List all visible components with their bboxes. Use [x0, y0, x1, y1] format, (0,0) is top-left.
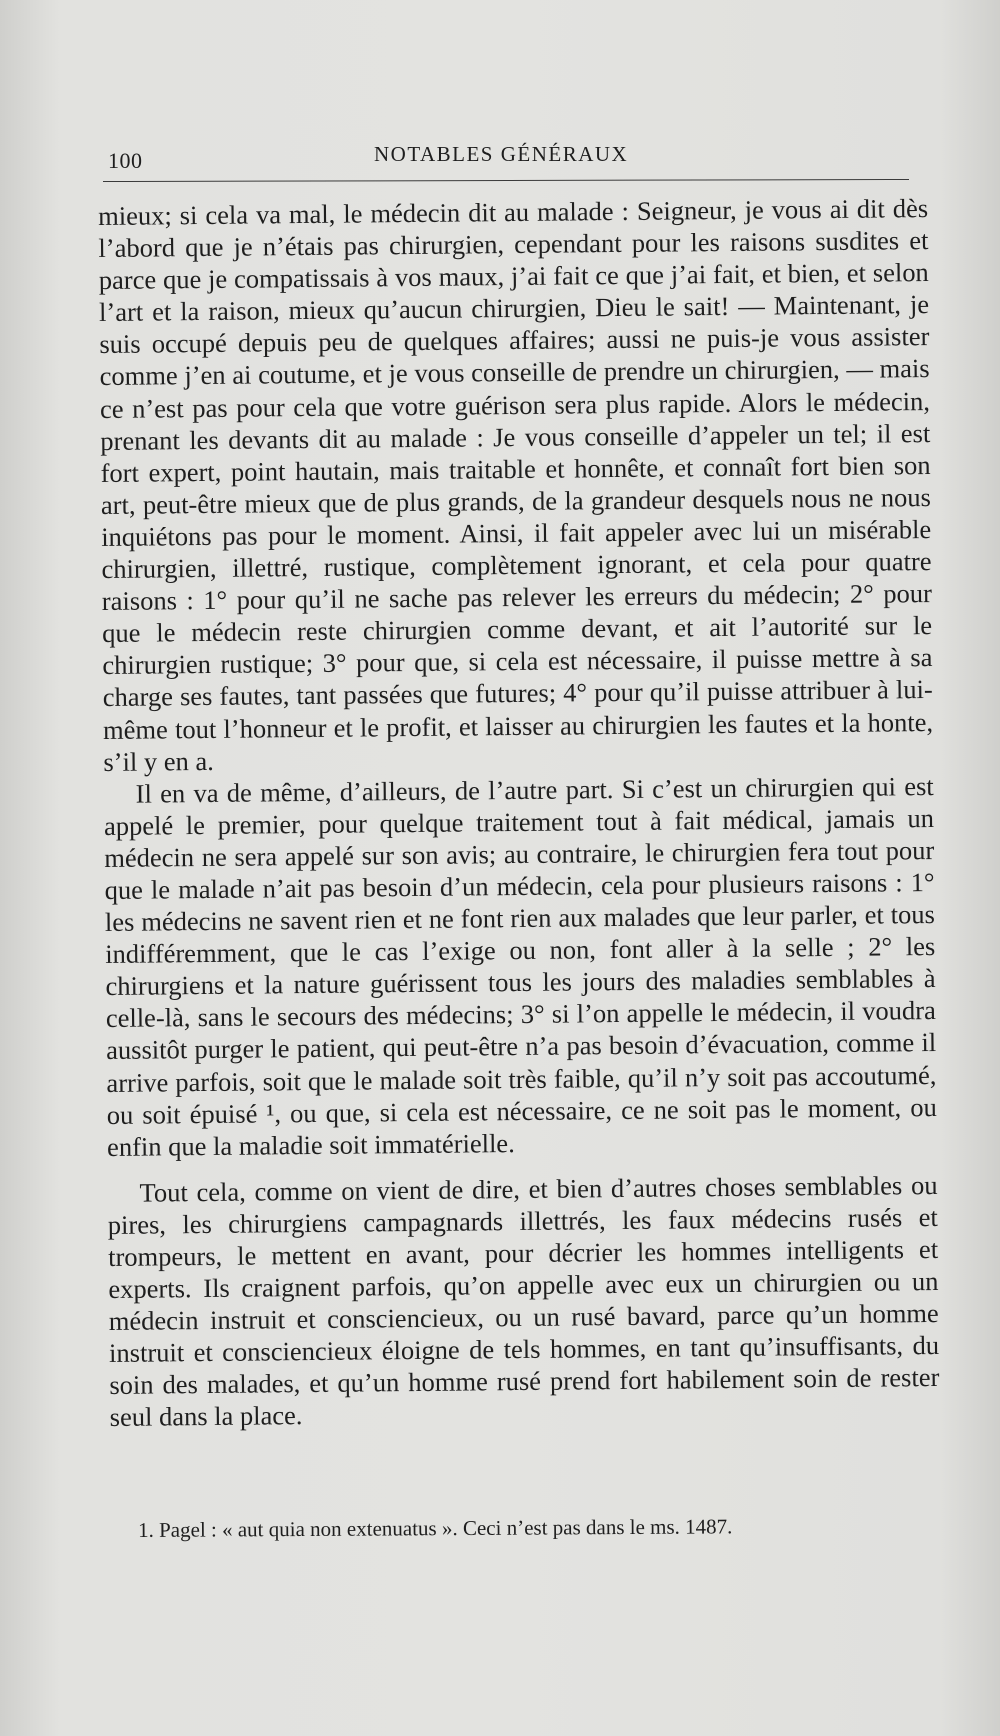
body-text [98, 192, 940, 1433]
paragraph-1: mieux; si cela va mal, le médecin dit au malade : Seigneur, je vous ai dit dès l’abord que je n’étais pas chirurgien, cependant pour les raisons susdites et parce que je compatissais à vos maux, j’ai fait ce que j’ai fait, et bien, et selon l’art et la raison, mieux qu’aucun chirurgien, Dieu le sait! — Maintenant, je suis occupé depuis peu de quelques affaires; aussi ne puis-je vous assister comme j’en ai coutume, et je vous conseille de prendre un chirurgien, — mais ce n’est pas pour cela que votre guérison sera plus rapide. Alors le médecin, prenant les devants dit au malade : Je vous conseille d’appeler un tel; il est fort expert, point hautain, mais traitable et honnête, et connaît fort bien son art, peut-être mieux que de plus grands, de la grandeur desquels nous ne nous inquiétons pas pour le moment. Ainsi, il fait appeler avec lui un misérable chirurgien, illettré, rustique, complètement ignorant, et cela pour quatre raisons : 1° pour qu’il ne sache pas relever les erreurs du médecin; 2° pour que le médecin reste chirurgien comme devant, et ait l’autorité sur le chirurgien rustique; 3° pour que, si cela est nécessaire, il puisse mettre à sa charge ses fautes, tant passées que futures; 4° pour qu’il puisse attribuer à lui-même tout l’honneur et le profit, et laisser au chirurgien les fautes et la honte, s’il y en a. [98, 193, 934, 777]
paragraph-2: Il en va de même, d’ailleurs, de l’autre part. Si c’est un chirurgien qui est appelé le premier, pour quelque traitement tout à fait médical, jamais un médecin ne sera appelé sur son avis; au contraire, le chirurgien fera tout pour que le malade n’ait pas besoin d’un médecin, cela pour plusieurs raisons : 1° les médecins ne savent rien et ne font rien aux malades que leur parler, et tous indifféremment, que le cas l’exige ou non, font aller à la selle ; 2° les chirurgiens et la nature guérissent tous les jours des maladies semblables à celle-là, sans le secours des médecins; 3° si l’on appelle le médecin, il voudra aussitôt purger le patient, qui peut-être n’a pas besoin d’évacuation, comme il arrive parfois, soit que le malade soit très faible, qu’il n’y soit pas accoutumé, ou soit épuisé ¹, ou que, si cela est nécessaire, ce ne soit pas le moment, ou enfin que la maladie soit immatérielle. [103, 770, 937, 1162]
page-header [108, 138, 908, 178]
paragraph-3: Tout cela, comme on vient de dire, et bien d’autres choses semblables ou pires, les chirurgiens campagnards illettrés, les faux médecins rusés et trompeurs, le mettent en avant, pour décrier les hommes intelligents et experts. Ils craignent parfois, qu’on appelle avec eux un chirurgien ou un médecin instruit et consciencieux, ou un rusé bavard, parce qu’un homme instruit et consciencieux éloigne de tels hommes, en tant qu’insuffisants, du soin des malades, et qu’un homme rusé prend fort habilement soin de rester seul dans la place. [107, 1169, 940, 1433]
running-title: NOTABLES GÉNÉRAUX [374, 142, 629, 166]
header-rule [103, 179, 909, 182]
page-number: 100 [108, 148, 143, 173]
footnote: 1. Pagel : « aut quia non extenuatus ». Ceci n’est pas dans le ms. 1487. [138, 1514, 733, 1542]
